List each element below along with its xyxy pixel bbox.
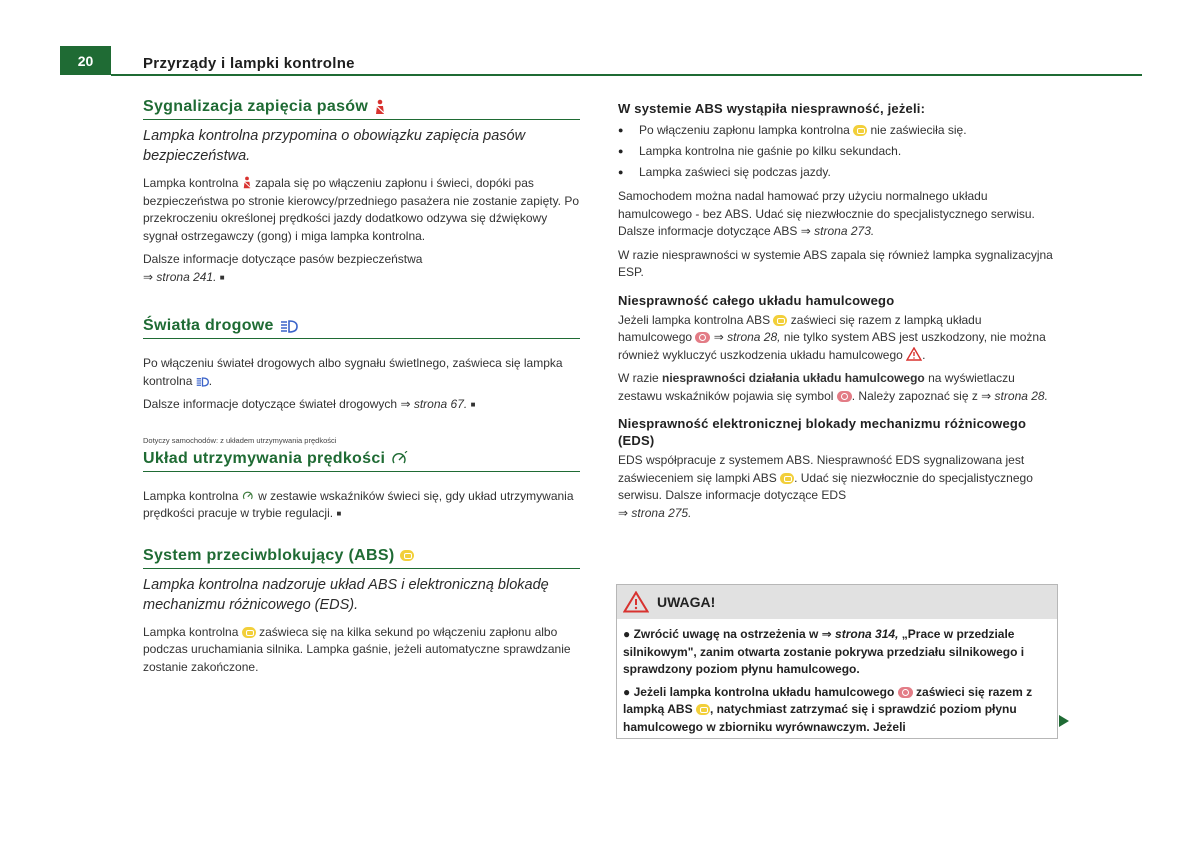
right-column — [618, 100, 1058, 528]
body-text: Samochodem można nadal hamować przy użyciu normalnego układu hamulcowego - bez ABS. Udać się niezwłocznie do specjalistycznego serwisu. Dalsze informacje dotyczące ABS — [618, 189, 1035, 238]
high-beam-body — [143, 355, 580, 390]
page-reference-link[interactable]: ⇒ strona 273. — [800, 224, 875, 238]
high-beam-icon — [196, 377, 209, 387]
more-text: Dalsze informacje dotyczące pasów bezpieczeństwa — [143, 252, 423, 266]
heading-text: Światła drogowe — [143, 317, 274, 334]
abs-lamp-icon — [696, 704, 710, 715]
abs-fault-heading: W systemie ABS wystąpiła niesprawność, jeżeli: — [618, 101, 926, 116]
seatbelt-lead: Lampka kontrolna przypomina o obowiązku zapięcia pasów bezpieczeństwa. — [143, 128, 526, 164]
eds-fault-heading: Niesprawność elektronicznej blokady mechanizmu różnicowego (EDS) — [618, 416, 1027, 448]
seatbelt-body — [143, 175, 580, 245]
abs-lamp-icon — [780, 473, 794, 484]
body-text: Zwrócić uwagę na ostrzeżenia w — [633, 627, 819, 641]
more-text: Dalsze informacje dotyczące świateł drogowych — [143, 397, 398, 411]
body-text: Po włączeniu świateł drogowych albo sygnału świetlnego, zaświeca się lampka kontrolna — [143, 356, 563, 388]
end-mark-icon: ■ — [219, 272, 225, 282]
body-text: nie zaświeciła się. — [870, 123, 967, 137]
warning-title: UWAGA! — [657, 594, 716, 610]
body-text: Lampka kontrolna — [143, 488, 239, 503]
page-reference-link[interactable]: ⇒ strona 241. — [143, 269, 217, 284]
body-text: Jeżeli lampka kontrolna układu hamulcowego — [633, 684, 895, 699]
body-text: . Udać się niezwłocznie do specjalistycznego serwisu. Dalsze informacje dotyczące EDS — [618, 470, 1033, 502]
seatbelt-more — [143, 251, 580, 286]
header-rule — [111, 74, 1142, 76]
body-text: . Należy zapoznać się z — [851, 388, 978, 403]
abs-lamp-icon — [400, 550, 414, 561]
brake-lamp-icon — [695, 332, 710, 343]
body-text: zaświeci się razem z lampką ABS — [623, 684, 1033, 716]
abs-lamp-icon — [773, 315, 787, 326]
abs-lead: Lampka kontrolna nadzoruje układ ABS i elektroniczną blokadę mechanizmu różnicowego (EDS). — [143, 576, 549, 613]
body-text: . — [208, 373, 213, 388]
page-reference-link[interactable]: ⇒ strona 275. — [618, 505, 692, 520]
body-text-bold: niesprawności działania układu hamulcowego — [662, 371, 925, 385]
warning-header — [617, 585, 1057, 619]
eds-para — [618, 452, 1058, 522]
list-item — [618, 120, 1058, 141]
continue-arrow-icon[interactable] — [1058, 714, 1070, 728]
warning-item: ● Zwrócić uwagę na ostrzeżenia w ⇒ strona 314, „Prace w przedziale silnikowym", zanim otwarta zostanie pokrywa przedziału silnikowego i sprawdzony poziom płynu hamulcowego. — [623, 627, 1025, 676]
page-number: 20 — [60, 46, 111, 75]
heading-text: System przeciwblokujący (ABS) — [143, 546, 395, 564]
warning-triangle-icon — [623, 591, 649, 613]
running-header: Przyrządy i lampki kontrolne — [143, 55, 355, 72]
abs-fault-para — [618, 188, 1058, 241]
body-text: nie tylko system ABS jest uszkodzony, nie można również wykluczyć uszkodzenia układu hamulcowego — [618, 330, 1046, 362]
heading-text: Układ utrzymywania prędkości — [143, 449, 386, 467]
body-text: Jeżeli lampka kontrolna ABS — [618, 312, 771, 327]
body-text: „Prace w przedziale silnikowym", zanim otwarta zostanie pokrywa przedziału silnikowego i sprawdzony poziom płynu hamulcowego. — [623, 627, 1025, 676]
body-text: zaświeca się na kilka sekund po włączeniu zapłonu albo podczas uruchamiania silnika. Lampka gaśnie, jeżeli automatyczne sprawdzanie zostanie zakończone. — [143, 624, 571, 674]
section-heading-seatbelt — [143, 98, 580, 120]
page-reference-link[interactable]: ⇒ strona 28. — [981, 388, 1048, 403]
section-heading-abs — [143, 547, 580, 569]
warning-box — [616, 584, 1058, 739]
page-reference-link[interactable]: ⇒ strona 67. — [400, 397, 468, 411]
left-column — [143, 98, 580, 682]
brake-fault-para: Jeżeli lampka kontrolna ABS zaświeci się razem z lampką układu hamulcowego ⇒ strona 28, nie tylko system ABS jest uszkodzony, nie można również wykluczyć uszkodzenia układu hamulcowego . — [618, 312, 1046, 362]
brake-display-para — [618, 370, 1058, 405]
body-text: w zestawie wskaźników świeci się, gdy układ utrzymywania prędkości pracuje w trybie regulacji. — [143, 488, 574, 520]
end-mark-icon: ■ — [470, 400, 476, 409]
body-text: zaświeci się razem z lampką układu hamulcowego — [618, 312, 982, 344]
section-heading-high-beam — [143, 317, 580, 339]
cruise-control-icon — [242, 490, 255, 502]
abs-lamp-icon — [242, 627, 256, 638]
high-beam-more — [143, 396, 580, 414]
cruise-control-icon — [391, 451, 409, 467]
body-text: Po włączeniu zapłonu lampka kontrolna — [639, 123, 850, 137]
body-text: Lampka kontrolna — [143, 176, 239, 190]
body-text: W razie — [618, 371, 659, 385]
page-reference-link[interactable]: ⇒ strona 28, — [713, 330, 781, 344]
applies-to-note: Dotyczy samochodów: z układem utrzymywania prędkości — [143, 435, 337, 445]
abs-body — [143, 624, 580, 677]
list-item: ● Lampka kontrolna nie gaśnie po kilku sekundach. — [618, 141, 1058, 162]
end-mark-icon: ■ — [336, 509, 342, 518]
body-text: , natychmiast zatrzymać się i sprawdzić poziom płynu hamulcowego w zbiorniku wyrównawczym. Jeżeli — [623, 702, 1017, 734]
heading-text: Sygnalizacja zapięcia pasów — [143, 98, 369, 115]
body-text: na wyświetlaczu zestawu wskaźników pojawia się symbol — [618, 371, 1015, 403]
body-text: EDS współpracuje z systemem ABS. Niesprawność EDS sygnalizowana jest zaświeceniem się lampki ABS — [618, 453, 1025, 485]
page-reference-link[interactable]: ⇒ strona 314, — [821, 627, 899, 641]
abs-lamp-icon — [853, 125, 867, 136]
seatbelt-icon — [242, 176, 252, 189]
brake-fault-heading: Niesprawność całego układu hamulcowego — [618, 292, 895, 308]
body-text: zapala się po włączeniu zapłonu i świeci, dopóki pas bezpieczeństwa po stronie kierowcy/przedniego pasażera nie zostanie zapięty. Po przekroczeniu określonej prędkości jazdy dodatkowo odzywa się dźwiękowy sygnał ostrzegawczy (gong) i miga lampka kontrolna. — [143, 176, 580, 243]
list-item: ● Lampka zaświeci się podczas jazdy. — [618, 162, 1058, 183]
high-beam-icon — [280, 320, 298, 333]
seatbelt-icon — [374, 99, 386, 115]
warning-triangle-icon[interactable] — [906, 347, 922, 361]
abs-fault-list — [618, 120, 1058, 183]
body-text: Lampka kontrolna — [143, 624, 239, 639]
warning-body — [617, 619, 1057, 736]
brake-lamp-icon — [837, 391, 852, 402]
esp-note: W razie niesprawności w systemie ABS zapala się również lampka sygnalizacyjna ESP. — [618, 247, 1053, 279]
section-heading-cruise-control — [143, 450, 580, 472]
brake-lamp-icon — [898, 687, 913, 698]
warning-item: ● Jeżeli lampka kontrolna układu hamulcowego zaświeci się razem z lampką ABS , natychmiast zatrzymać się i sprawdzić poziom płynu hamulcowego w zbiorniku wyrównawczym. Jeżeli — [623, 684, 1033, 734]
cruise-control-body — [143, 488, 580, 523]
